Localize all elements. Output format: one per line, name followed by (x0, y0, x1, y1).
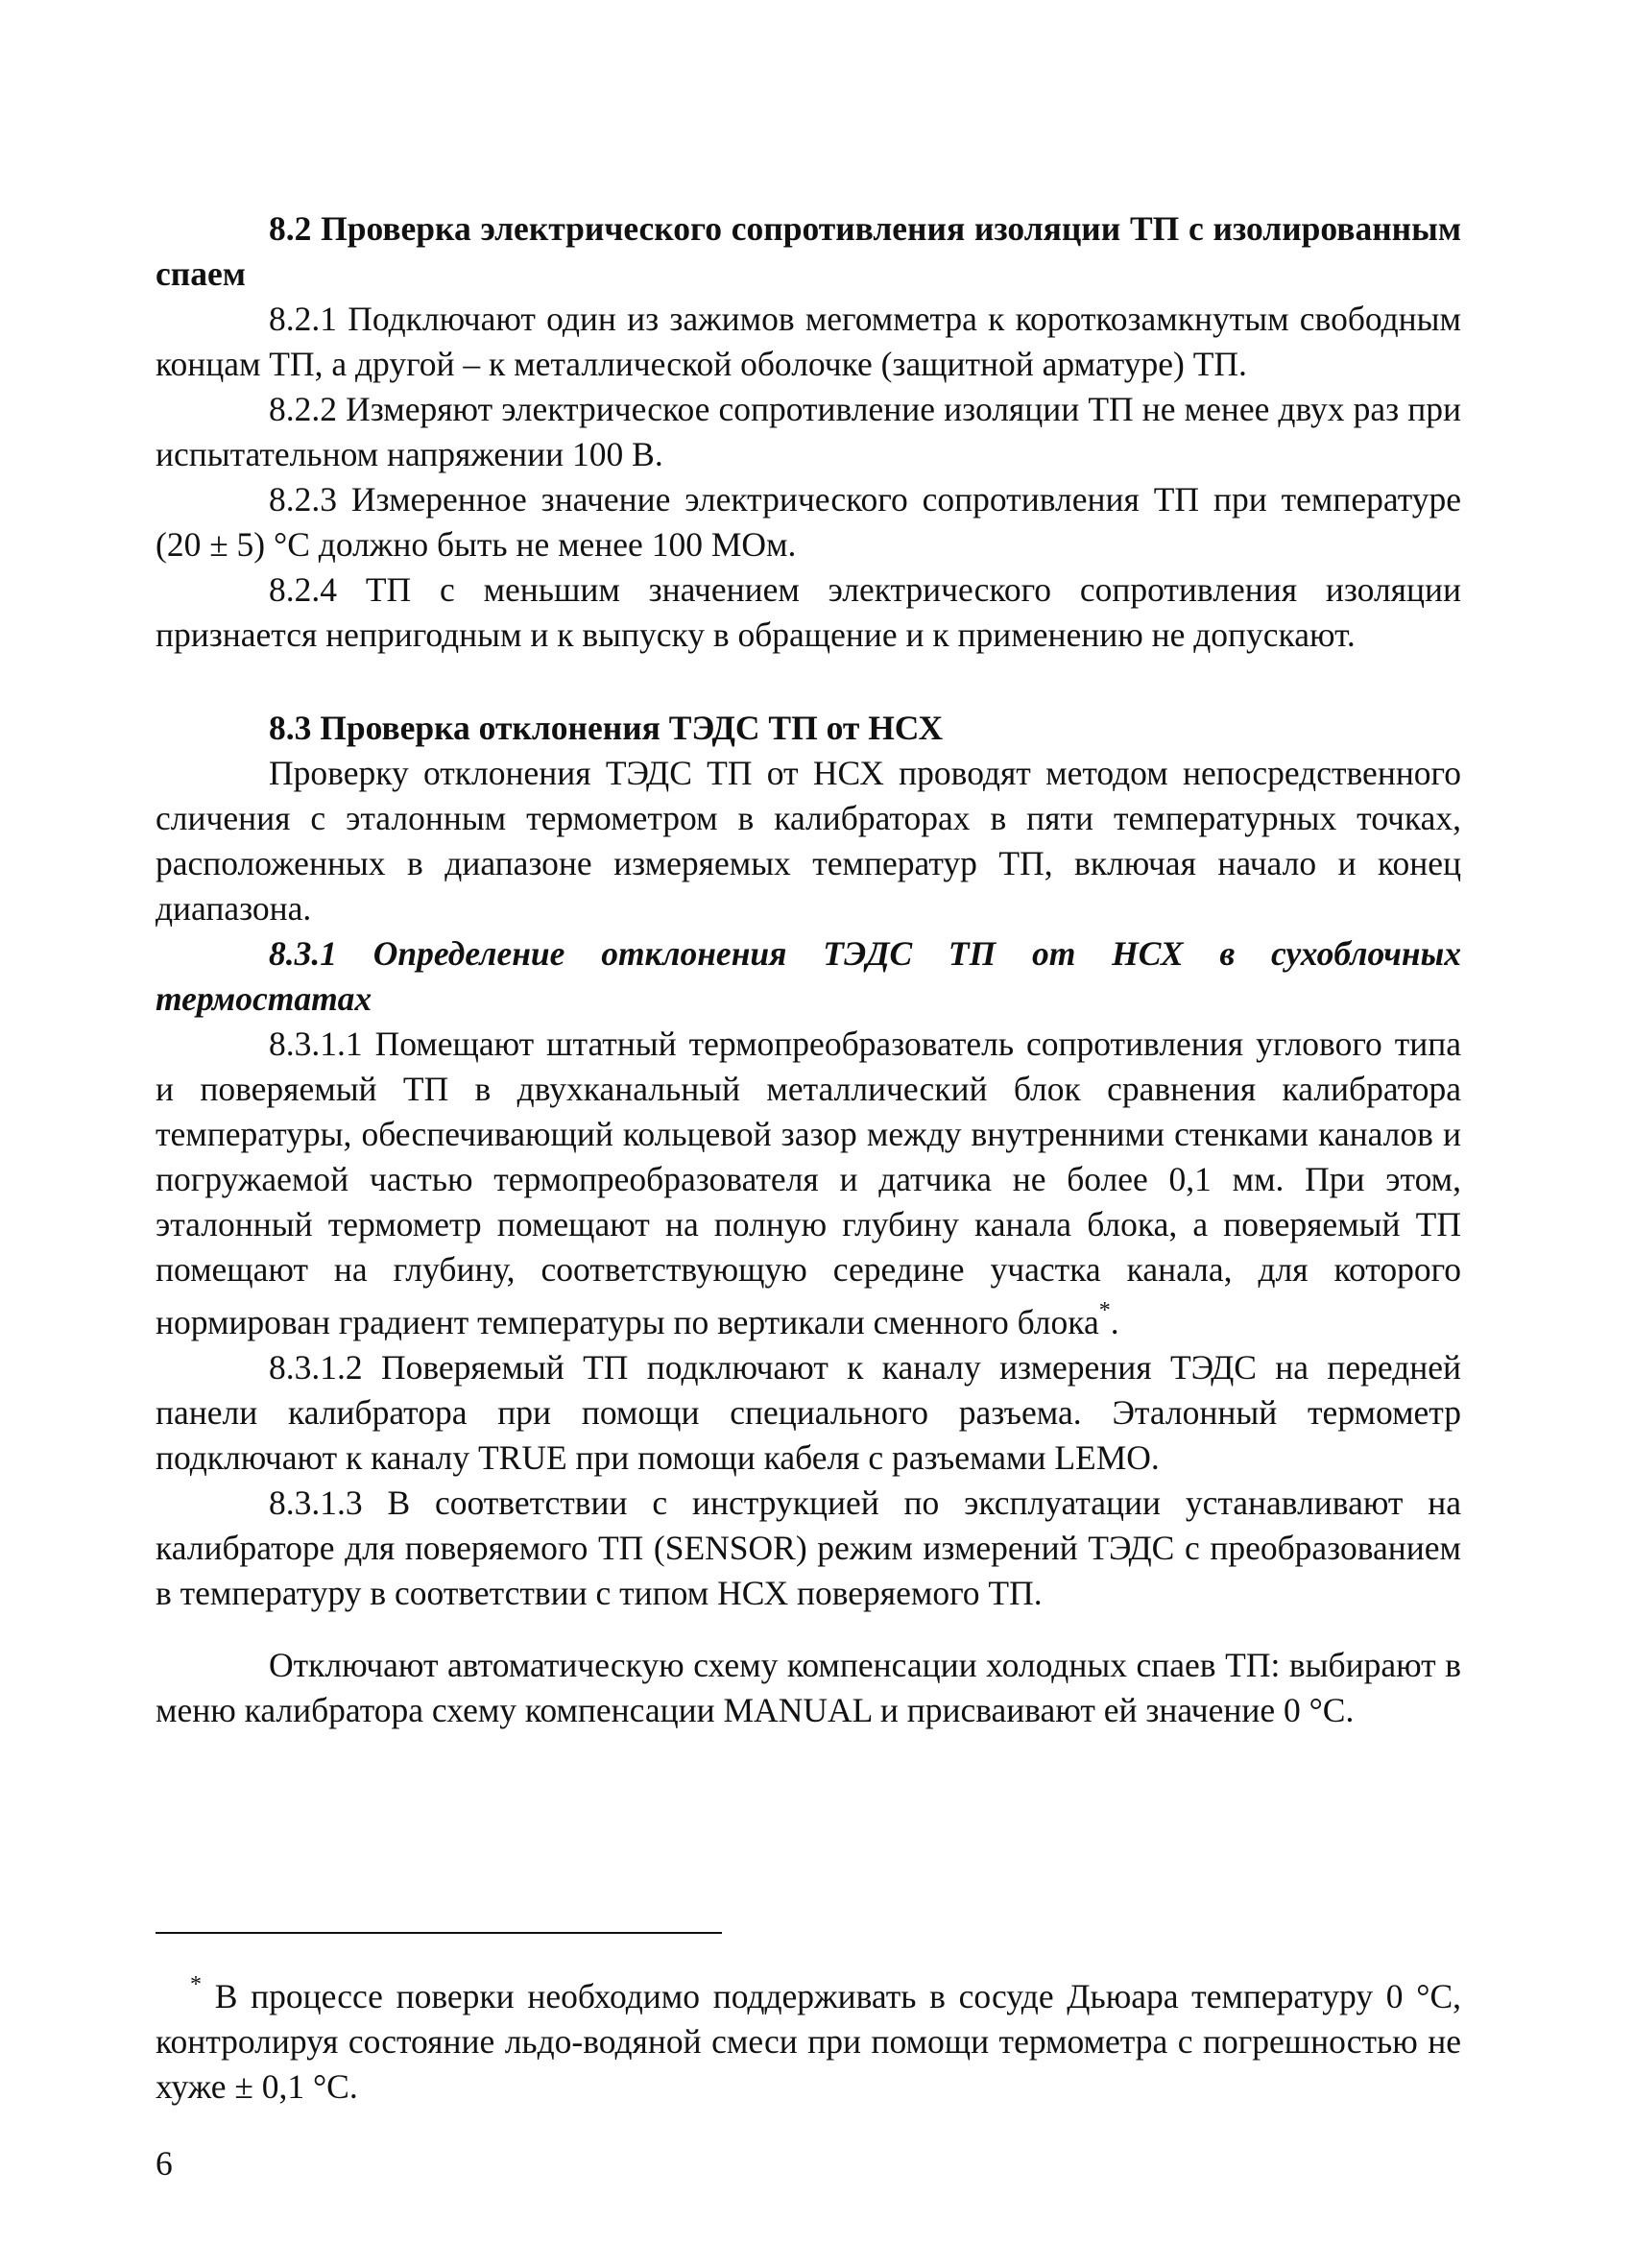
section-8-2-heading: 8.2 Проверка электрического сопротивления изоляции ТП с изолированным спаем (156, 209, 1461, 293)
paragraph-8-2-3: 8.2.3 Измеренное значение электрического сопротивления ТП при температуре (20 ± 5) °С должно быть не менее 100 МОм. (156, 480, 1461, 564)
footnote-text: В процессе поверки необходимо поддерживать в сосуде Дьюара температуру 0 °С, контролируя состояние льдо-водяной смеси при помощи термометра с погрешностью не хуже ± 0,1 °С. (156, 1976, 1461, 2106)
subsection-8-3-1-heading: 8.3.1 Определение отклонения ТЭДС ТП от НСХ в сухоблочных термостатах (156, 934, 1461, 1018)
footnote-separator (156, 1932, 722, 1934)
paragraph-8-3-1-1 (156, 1022, 1461, 1345)
section-gap (156, 658, 1461, 706)
paragraph-8-3-1-1-end: . (1110, 1302, 1119, 1341)
footnote-reference-mark: * (1098, 1298, 1111, 1323)
paragraph-cold-junction: Отключают автоматическую схему компенсации холодных спаев ТП: выбирают в меню калибратора схему компенсации MANUAL и присваивают ей значение 0 °С. (156, 1645, 1461, 1729)
page-number: 6 (156, 2144, 173, 2183)
paragraph-8-3-intro: Проверку отклонения ТЭДС ТП от НСХ проводят методом непосредственного сличения с эталонным термометром в калибраторах в пяти температурных точках, расположенных в диапазоне измеряемых температур ТП, включая начало и конец диапазона. (156, 754, 1461, 928)
paragraph-gap (156, 1616, 1461, 1643)
page-body (156, 206, 1461, 1733)
section-8-3-heading: 8.3 Проверка отклонения ТЭДС ТП от НСХ (269, 709, 944, 747)
paragraph-8-2-1: 8.2.1 Подключают один из зажимов мегомметра к короткозамкнутым свободным концам ТП, а другой – к металлической оболочке (защитной арматуре) ТП. (156, 300, 1461, 383)
paragraph-8-3-1-3: 8.3.1.3 В соответствии с инструкцией по эксплуатации устанавливают на калибраторе для поверяемого ТП (SENSOR) режим измерений ТЭДС с преобразованием в температуру в соответствии с типом НСХ поверяемого ТП. (156, 1483, 1461, 1612)
footnote (156, 1966, 1461, 2110)
paragraph-8-3-1-2: 8.3.1.2 Поверяемый ТП подключают к каналу измерения ТЭДС на передней панели калибратора при помощи специального разъема. Эталонный термометр подключают к каналу TRUE при помощи кабеля с разъемами LEMO. (156, 1347, 1461, 1477)
paragraph-8-3-1-1-text: 8.3.1.1 Помещают штатный термопреобразователь сопротивления углового типа и поверяемый ТП в двухканальный металлический блок сравнения калибратора температуры, обеспечивающий кольцевой зазор между внутренними стенками каналов и погружаемой частью термопреобразователя и датчика не более 0,1 мм. При этом, эталонный термометр помещают на полную глубину канала блока, а поверяемый ТП помещают на глубину, соответствующую середине участка канала, для которого нормирован градиент температуры по вертикали сменного блока (156, 1025, 1461, 1341)
footnote-paragraph (156, 1966, 1461, 2110)
footnote-mark: * (190, 1972, 202, 1997)
paragraph-8-2-4: 8.2.4 ТП с меньшим значением электрического сопротивления изоляции признается непригодным и к выпуску в обращение и к применению не допускают. (156, 570, 1461, 654)
paragraph-8-2-2: 8.2.2 Измеряют электрическое сопротивление изоляции ТП не менее двух раз при испытательном напряжении 100 В. (156, 390, 1461, 473)
